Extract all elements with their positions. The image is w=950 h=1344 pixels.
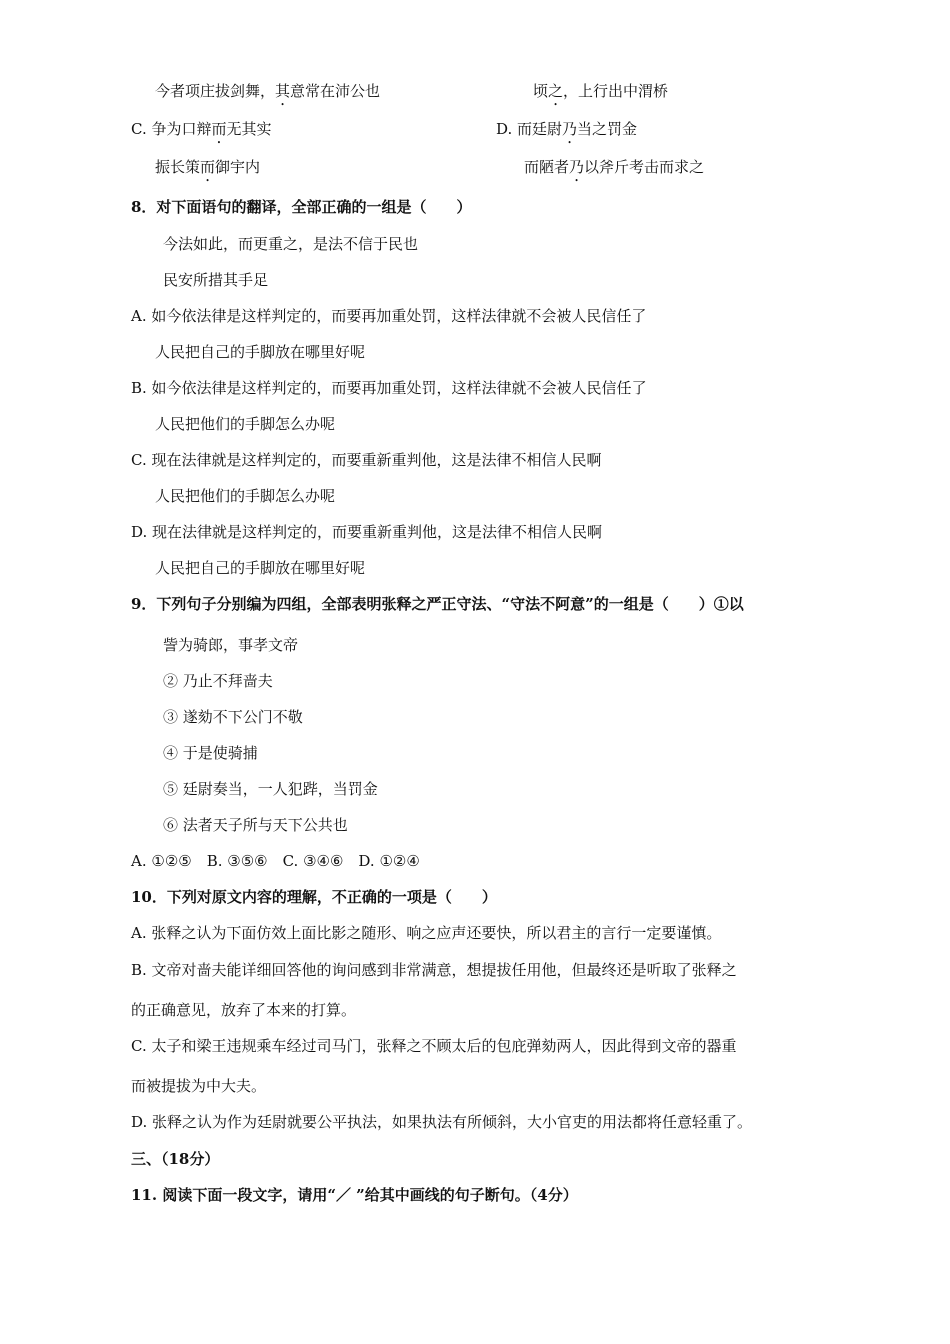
q10-option-b: B. 文帝对啬夫能详细回答他的询问感到非常满意，想提拔任用他，但最终还是听取了张释之 (131, 961, 737, 979)
q7-option-b-line1: 今者项庄拔剑舞，其意常在沛公也 (155, 82, 381, 100)
q7-option-c: C. 争为口辩而无其实 (131, 120, 272, 138)
emphasis-dot-char: 而 (211, 120, 227, 138)
q10-option-d: D. 张释之认为作为廷尉就要公平执法，如果执法有所倾斜，大小官吏的用法都将任意轻重了。 (131, 1113, 753, 1131)
q10-option-c-line2: 而被提拔为中大夫。 (131, 1077, 267, 1095)
q9-item-2: ② 乃止不拜啬夫 (163, 672, 273, 690)
q8-stem: 8．对下面语句的翻译，全部正确的一组是（ ） (131, 198, 472, 216)
q9-item-3: ③ 遂劾不下公门不敬 (163, 708, 303, 726)
q9-item-4: ④ 于是使骑捕 (163, 744, 258, 762)
q7-option-c-line2: 振长策而御宇内 (155, 158, 261, 176)
q7-option-d: D. 而廷尉乃当之罚金 (496, 120, 638, 138)
emphasis-dot-char: 而 (200, 158, 216, 176)
q8-option-a-line2: 人民把自己的手脚放在哪里好呢 (155, 343, 366, 361)
q9-item-1: 訾为骑郎，事孝文帝 (163, 636, 299, 654)
q10-option-b-line2: 的正确意见，放弃了本来的打算。 (131, 1001, 357, 1019)
q8-option-c-line2: 人民把他们的手脚怎么办呢 (155, 487, 336, 505)
emphasis-dot-char: 乃 (562, 120, 578, 138)
section-heading: 三、（18分） (131, 1150, 220, 1168)
q8-option-d-line2: 人民把自己的手脚放在哪里好呢 (155, 559, 366, 577)
q8-option-c: C. 现在法律就是这样判定的，而要重新重判他，这是法律不相信人民啊 (131, 451, 602, 469)
emphasis-dot-char: 其 (275, 82, 291, 100)
q11-stem: 11. 阅读下面一段文字，请用“／ ”给其中画线的句子断句。（4分） (131, 1186, 578, 1204)
q7-option-d-line2: 而陋者乃以斧斤考击而求之 (524, 158, 705, 176)
q8-option-b-line2: 人民把他们的手脚怎么办呢 (155, 415, 336, 433)
q8-quote-2: 民安所措其手足 (163, 271, 269, 289)
q9-choices: A. ①②⑤ B. ③⑤⑥ C. ③④⑥ D. ①②④ (131, 852, 420, 870)
q9-stem: 9．下列句子分别编为四组，全部表明张释之严正守法、“守法不阿意”的一组是（ ）①以 (131, 595, 744, 613)
q9-item-6: ⑥ 法者天子所与天下公共也 (163, 816, 348, 834)
q10-stem: 10．下列对原文内容的理解，不正确的一项是（ ） (131, 888, 497, 906)
q10-option-a: A. 张释之认为下面仿效上面比影之随形、响之应声还要快，所以君主的言行一定要谨慎。 (131, 924, 722, 942)
q8-quote-1: 今法如此，而更重之，是法不信于民也 (163, 235, 419, 253)
q7-option-b-line2: 顷之，上行出中渭桥 (533, 82, 669, 100)
q8-option-d: D. 现在法律就是这样判定的，而要重新重判他，这是法律不相信人民啊 (131, 523, 603, 541)
q8-option-b: B. 如今依法律是这样判定的，而要再加重处罚，这样法律就不会被人民信任了 (131, 379, 647, 397)
emphasis-dot-char: 乃 (569, 158, 585, 176)
q8-option-a: A. 如今依法律是这样判定的，而要再加重处罚，这样法律就不会被人民信任了 (131, 307, 647, 325)
q9-item-5: ⑤ 廷尉奏当，一人犯跸，当罚金 (163, 780, 378, 798)
q10-option-c: C. 太子和梁王违规乘车经过司马门，张释之不顾太后的包庇弹劾两人，因此得到文帝的器重 (131, 1037, 737, 1055)
emphasis-dot-char: 之 (548, 82, 564, 100)
